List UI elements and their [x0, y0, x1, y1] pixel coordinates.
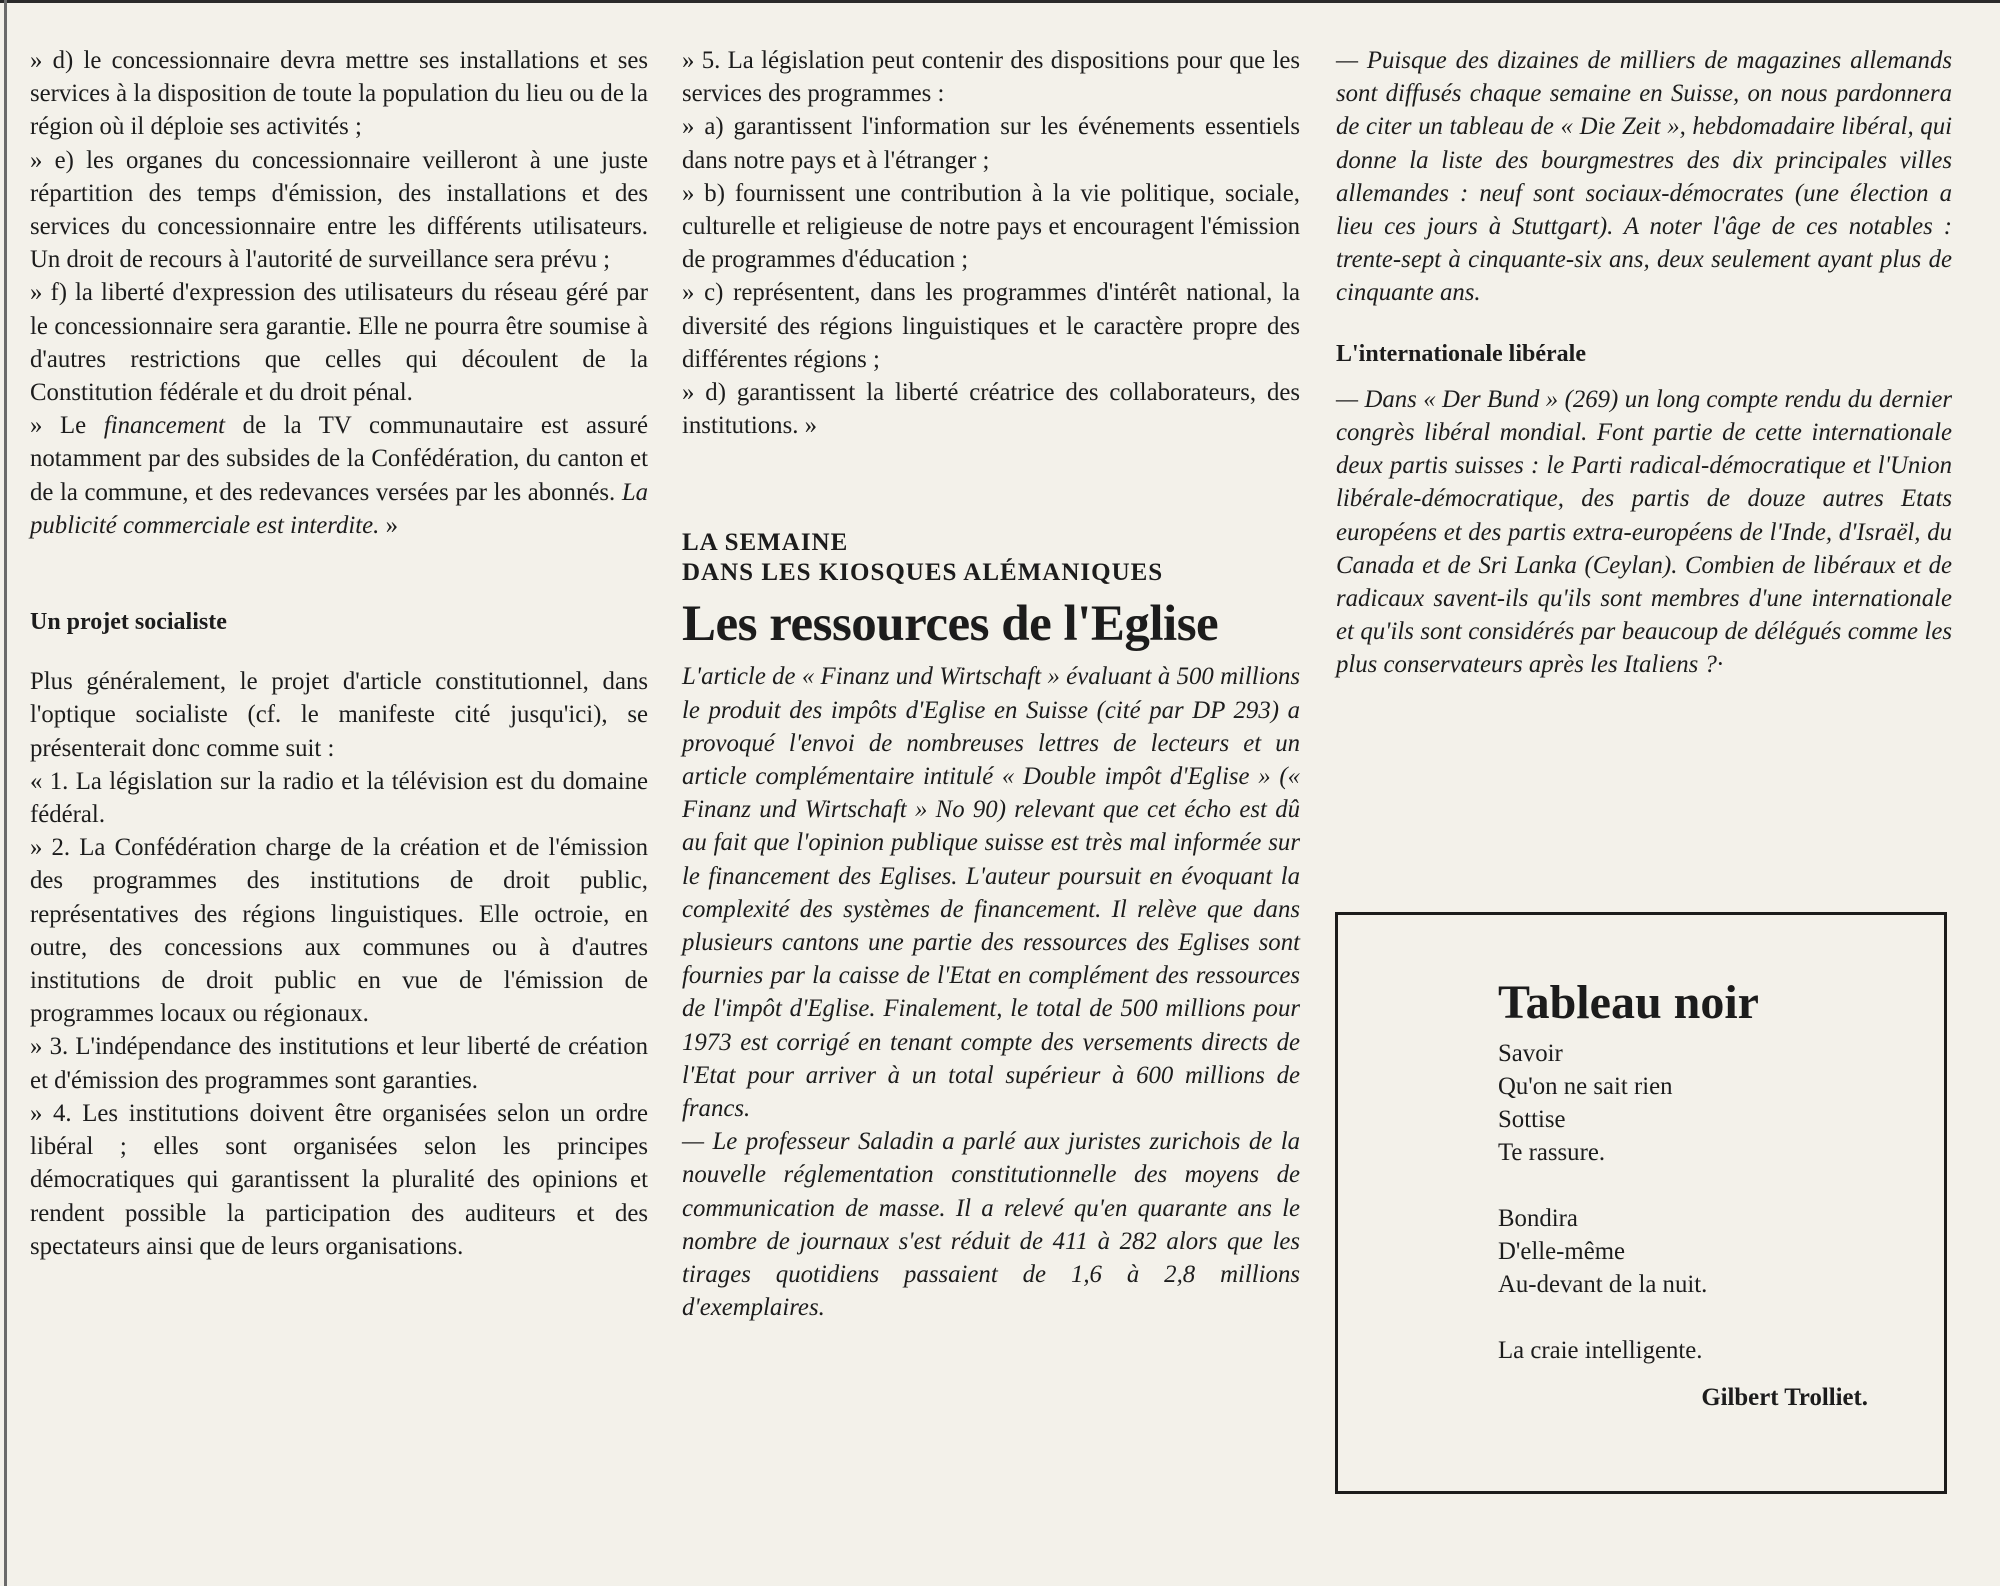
italic-term: financement: [103, 412, 226, 440]
kicker-line: DANS LES KIOSQUES ALÉMANIQUES: [682, 559, 1164, 587]
article-paragraph: — Dans « Der Bund » (269) un long compte rendu du dernier congrès libéral mondial. Font partie de cette internationale deux partis suisses : le Parti radical-démocratique et l'Union libérale-démocratique, des partis de douze autres Etats européens et des partis extra-européens de l'Inde, d'Israël, du Canada et de Sri Lanka (Ceylan). Combien de libéraux et de radicaux savent-ils qu'ils sont membres d'une internationale et qu'ils sont considérés par beaucoup de délégués comme les plus conservateurs après les Italiens ?·: [1336, 385, 1952, 679]
poem-box: [1335, 912, 1947, 1494]
paragraph: » e) les organes du concessionnaire veilleront à une juste répartition des temps d'émission, des installations et des services du concessionnaire entre les différents utilisateurs. Un droit de recours à l'autorité de surveillance sera prévu ;: [30, 146, 648, 274]
subheading: Un projet socialiste: [30, 609, 227, 636]
paragraph: » a) garantissent l'information sur les événements essentiels dans notre pays et à l'étranger ;: [682, 113, 1300, 174]
poem-title: Tableau noir: [1498, 976, 1759, 1029]
text: de la TV communautaire est assuré notamment par des subsides de la Confédération, du canton et de la commune, et des redevances versées par les abonnés.: [30, 412, 649, 506]
poem-line: Qu'on ne sait rien: [1498, 1073, 1673, 1100]
left-rule: [4, 0, 7, 1586]
paragraph: » d) le concessionnaire devra mettre ses installations et ses services à la disposition de toute la population du lieu ou de la région où il déploie ses activités ;: [30, 47, 648, 141]
poem: [1498, 975, 1898, 1414]
poem-line: Savoir: [1498, 1040, 1563, 1067]
paragraph: » c) représentent, dans les programmes d'intérêt national, la diversité des régions linguistiques et le caractère propre des différentes régions ;: [682, 279, 1300, 373]
paragraph: » f) la liberté d'expression des utilisateurs du réseau géré par le concessionnaire sera garantie. Elle ne pourra être soumise à d'autres restrictions que celles qui découlent de la Constitution fédérale et du droit pénal.: [30, 279, 648, 407]
poem-stanza: [1498, 1037, 1898, 1169]
poem-stanza: [1498, 1334, 1898, 1367]
paragraph: » 3. L'indépendance des institutions et leur liberté de création et d'émission des programmes sont garanties.: [30, 1033, 648, 1094]
poem-line: La craie intelligente.: [1498, 1337, 1703, 1364]
article-paragraph: — Puisque des dizaines de milliers de magazines allemands sont diffusés chaque semaine en Suisse, on nous pardonnera de citer un tableau de « Die Zeit », hebdomadaire libéral, qui donne la liste des bourgmestres des dix principales villes allemandes : neuf sont sociaux-démocrates (une élection a lieu ces jours à Stuttgart). A noter l'âge de ces notables : trente-sept à cinquante-six ans, deux seulement ayant plus de cinquante ans.: [1336, 47, 1952, 307]
poem-author: Gilbert Trolliet.: [1701, 1384, 1868, 1411]
article-paragraph: L'article de « Finanz und Wirtschaft » évaluant à 500 millions le produit des impôts d'Eglise en Suisse (cité par DP 293) a provoqué l'envoi de nombreuses lettres de lecteurs et un article complémentaire intitulé « Double impôt d'Eglise » (« Finanz und Wirtschaft » No 90) relevant que cet écho est dû au fait que l'opinion publique suisse est très mal informée sur le financement des Eglises. L'auteur poursuit en évoquant la complexité des systèmes de financement. Il relève que dans plusieurs cantons une partie des ressources des Eglises sont fournies par la caisse de l'Etat en complément des ressources de l'impôt d'Eglise. Finalement, le total de 500 millions pour 1973 est corrigé en tenant compte des versements directs de l'Etat pour arriver à un total supérieur à 600 millions de francs.: [682, 663, 1300, 1123]
poem-stanza: [1498, 1202, 1898, 1301]
poem-line: Sottise: [1498, 1106, 1566, 1133]
paragraph: » 4. Les institutions doivent être organisées selon un ordre libéral ; elles sont organisées selon les principes démocratiques qui garantissent la pluralité des opinions et rendent possible la participation des auditeurs et des spectateurs ainsi que de leurs organisations.: [30, 1099, 648, 1260]
column-2: [682, 44, 1300, 1325]
paragraph: » d) garantissent la liberté créatrice des collaborateurs, des institutions. »: [682, 379, 1300, 440]
paragraph: » 2. La Confédération charge de la création et de l'émission des programmes des institutions de droit public, représentatives des régions linguistiques. Elle octroie, en outre, des concessions aux communes ou à d'autres institutions de droit public en vue de l'émission de programmes locaux ou régionaux.: [30, 834, 648, 1028]
text: » Le: [30, 412, 87, 440]
article-paragraph: — Le professeur Saladin a parlé aux juristes zurichois de la nouvelle réglementation constitutionnelle des moyens de communication de masse. Il a relevé qu'en quarante ans le nombre de journaux s'est réduit de 411 à 282 alors que les tirages quotidiens passaient de 1,6 à 2,8 millions d'exemplaires.: [682, 1128, 1300, 1322]
kicker-line: LA SEMAINE: [682, 529, 849, 557]
poem-line: Te rassure.: [1498, 1139, 1606, 1166]
paragraph: « 1. La législation sur la radio et la télévision est du domaine fédéral.: [30, 767, 648, 829]
italic-sentence: La publicité commerciale est interdite.: [30, 478, 649, 539]
poem-line: Au-devant de la nuit.: [1498, 1271, 1708, 1298]
paragraph: Plus généralement, le projet d'article constitutionnel, dans l'optique socialiste (cf. le manifeste cité jusqu'ici), se présenterait donc comme suit :: [30, 668, 648, 762]
poem-line: Bondira: [1498, 1205, 1578, 1232]
poem-line: D'elle-même: [1498, 1238, 1626, 1265]
paragraph: » 5. La législation peut contenir des dispositions pour que les services des programmes :: [682, 47, 1300, 108]
paragraph: » b) fournissent une contribution à la vie politique, sociale, culturelle et religieuse de notre pays et encouragent l'émission de programmes d'éducation ;: [682, 179, 1300, 274]
column-3: [1336, 44, 1952, 682]
article-headline: Les ressources de l'Eglise: [682, 596, 1219, 653]
section-kicker: [682, 528, 1300, 588]
column-1: [30, 44, 648, 1263]
subheading: L'internationale libérale: [1336, 340, 1586, 367]
top-rule: [0, 0, 2000, 3]
financement-paragraph: [30, 409, 648, 542]
text: »: [385, 511, 398, 539]
